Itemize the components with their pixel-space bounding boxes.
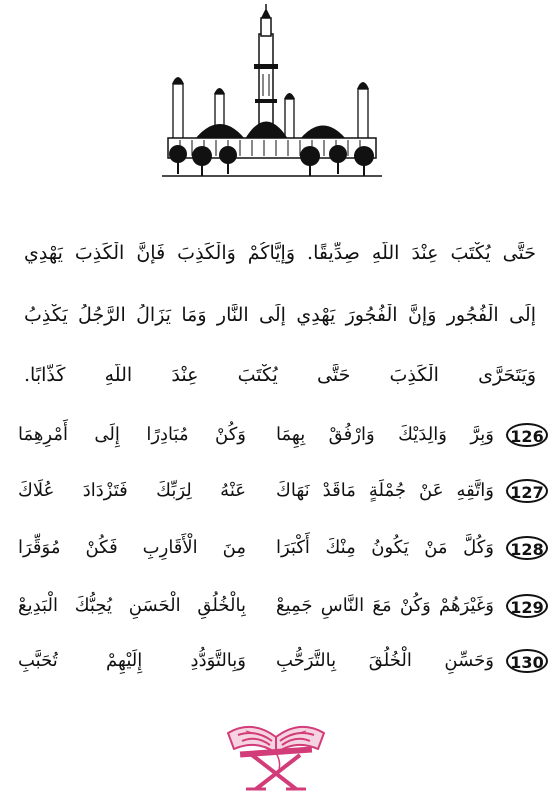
verse-row xyxy=(18,590,548,624)
verse-row xyxy=(18,475,548,509)
prose-line-1: حَتَّى يُكْتَبَ عِنْدَ اللَّهِ صِدِّيقًا. وَإِيَّاكُمْ وَالْكَذِبَ فَإِنَّ الْكَذِبَ يَهْدِي xyxy=(24,242,536,264)
verse-second-hemistich: عَنْهُ لِرَبِّكَ فَتَزْدَادَ عُلَاكَ xyxy=(18,480,246,501)
verse-second-hemistich: مِنَ الْأَقَارِبِ فَكُنْ مُوَقِّرَا xyxy=(18,537,246,558)
verse-first-hemistich: وَكُلَّ مَنْ يَكُونُ مِنْكَ أَكْبَرَا xyxy=(276,537,494,558)
verse-number-badge: 128 xyxy=(506,536,548,560)
verse-first-hemistich: وَغَيْرَهُمْ وَكُنْ مَعَ النَّاسِ جَمِيعْ xyxy=(276,595,494,616)
verse-row xyxy=(18,419,548,453)
verse-first-hemistich: وَاتَّقِهِ عَنْ جُمْلَةٍ مَاقَدْ نَهَاكَ xyxy=(276,480,494,501)
verse-second-hemistich: بِالْخُلُقِ الْحَسَنِ يُحِبُّكَ الْبَدِيعْ xyxy=(18,595,246,616)
verse-number-badge: 126 xyxy=(506,423,548,447)
verse-number-badge: 129 xyxy=(506,594,548,618)
verse-number-badge: 130 xyxy=(506,649,548,673)
quran-on-stand-icon xyxy=(222,703,330,793)
verse-row xyxy=(18,645,548,679)
verse-first-hemistich: وَحَسِّنِ الْخُلُقَ بِالتَّرَحُّبِ xyxy=(276,650,494,671)
verse-second-hemistich: وَبِالتَّوَدُّدِ إِلَيْهِمْ تُحَبَّبِ xyxy=(18,650,246,671)
prose-line-2: إِلَى الْفُجُورِ وَإِنَّ الْفُجُورَ يَهْدِي إِلَى النَّارِ وَمَا يَزَالُ الرَّجُلُ يَكْذِبُ xyxy=(24,304,536,326)
verse-first-hemistich: وَبِرَّ وَالِدَيْكَ وَارْفُقْ بِهِمَا xyxy=(276,424,494,445)
verse-second-hemistich: وَكُنْ مُبَادِرًا إِلَى أَمْرِهِمَا xyxy=(18,424,246,445)
prose-line-3: وَيَتَحَرَّى الْكَذِبَ حَتَّى يُكْتَبَ عِنْدَ اللَّهِ كَذَّابًا. xyxy=(24,364,536,386)
verse-row xyxy=(18,532,548,566)
mosque-icon xyxy=(160,4,385,182)
verse-number-badge: 127 xyxy=(506,479,548,503)
